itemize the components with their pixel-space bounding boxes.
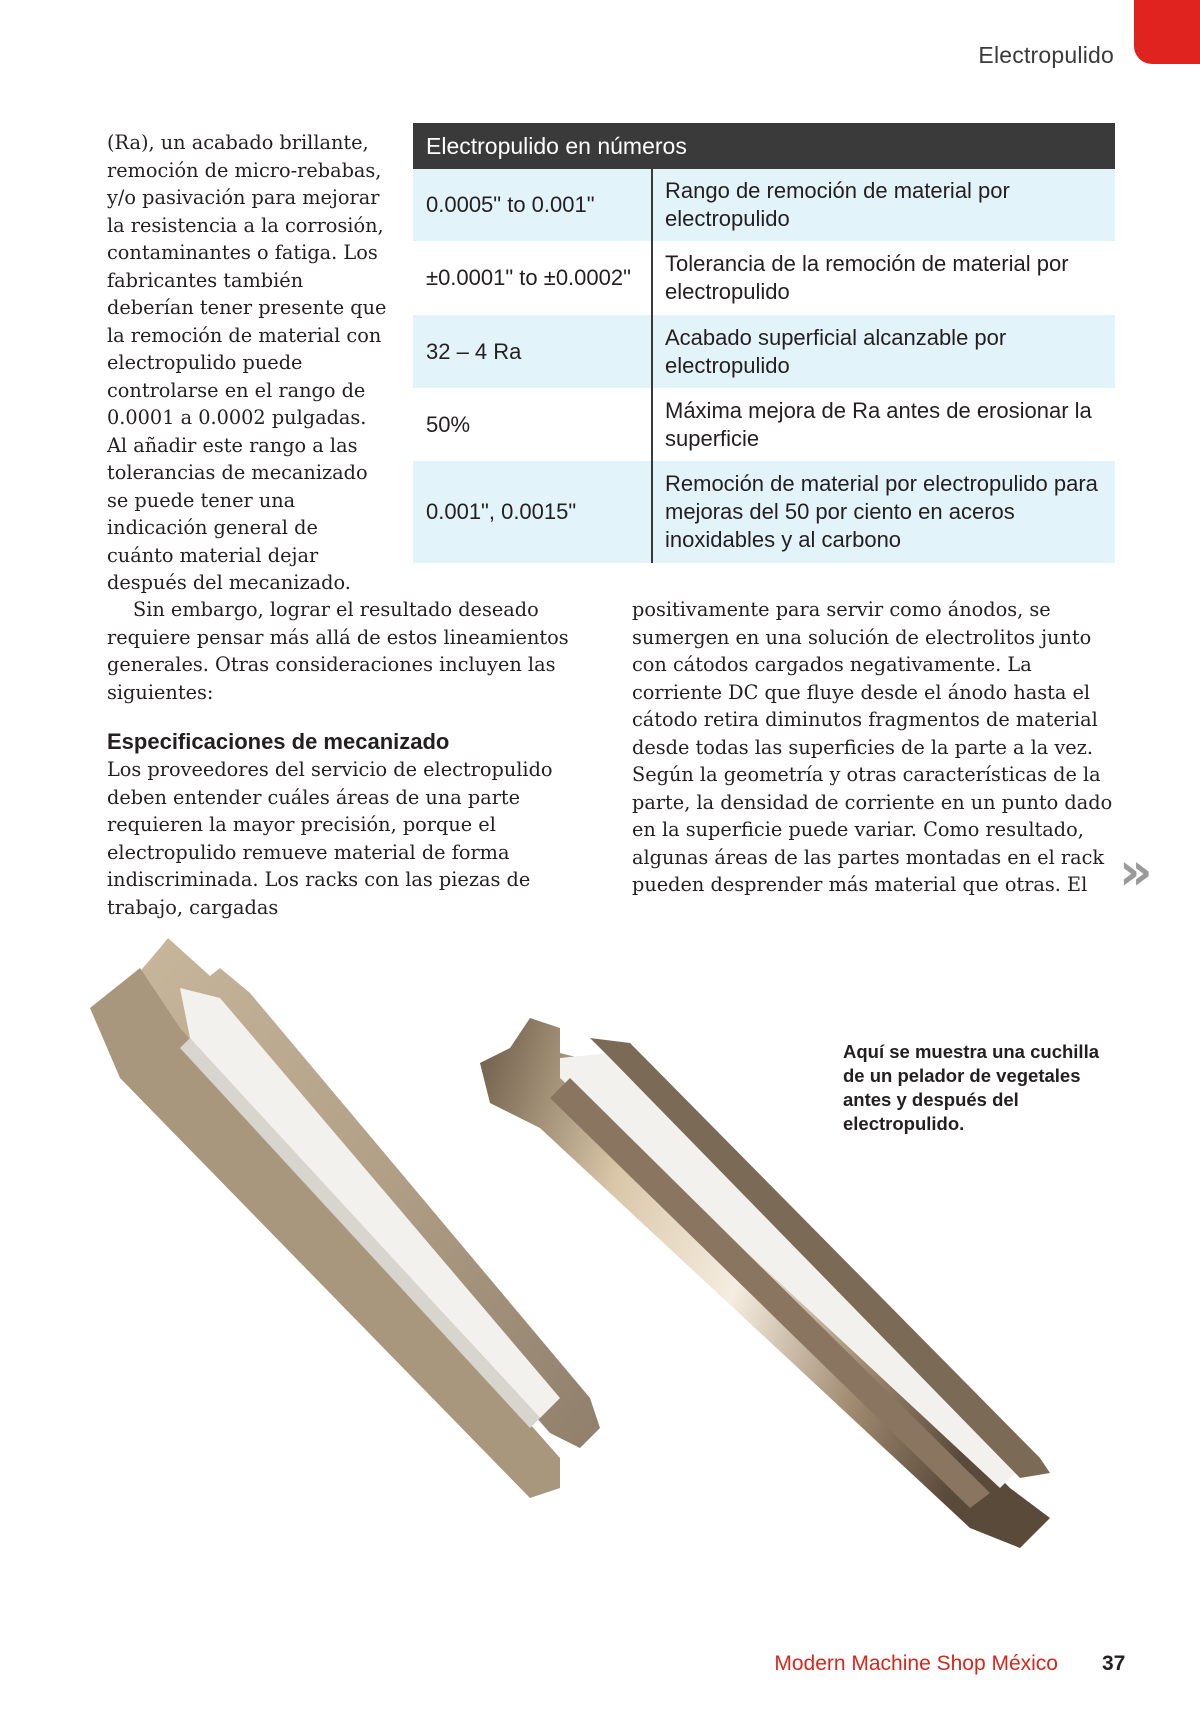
section-label: Electropulido bbox=[978, 42, 1114, 68]
section-tab bbox=[1134, 0, 1200, 64]
subheading: Especificaciones de mecanizado bbox=[107, 729, 450, 754]
photo-caption: Aquí se muestra una cuchilla de un pelador de vegetales antes y después del electropulido. bbox=[843, 1041, 1099, 1134]
table-row bbox=[413, 461, 1115, 563]
table-row bbox=[413, 169, 1115, 241]
row-value: 0.0005" to 0.001" bbox=[413, 169, 653, 241]
table-row bbox=[413, 315, 1115, 388]
row-value: 32 – 4 Ra bbox=[413, 315, 653, 388]
row-description: Rango de remoción de material por electropulido bbox=[665, 178, 1010, 231]
row-description: Máxima mejora de Ra antes de erosionar la superficie bbox=[665, 397, 1092, 451]
paragraph: Los proveedores del servicio de electropulido deben entender cuáles áreas de una parte requieren la mayor precisión, porque el electropulido remueve material de forma indiscriminada. Los racks con las piezas de trabajo, cargadas bbox=[107, 758, 553, 919]
next-page-icon: » bbox=[1119, 842, 1153, 902]
row-description: Acabado superficial alcanzable por electropulido bbox=[665, 324, 1007, 378]
row-description: Remoción de material por electropulido para mejoras del 50 por ciento en aceros inoxidables y al carbono bbox=[665, 471, 1098, 552]
paragraph: Sin embargo, lograr el resultado deseado requiere pensar más allá de estos lineamientos generales. Otras consideraciones incluyen las siguientes: bbox=[107, 598, 569, 704]
right-column-paragraph: positivamente para servir como ánodos, se sumergen en una solución de electrolitos junto con cátodos cargados negativamente. La corriente DC que fluye desde el ánodo hasta el cátodo retira diminutos fragmentos de material desde todas las superficies de la parte a la vez. Según la geometría y otras características de la parte, la densidad de corriente en un punto dado en la superficie puede variar. Como resultado, algunas áreas de las partes montadas en el rack pueden desprender más material que otras. El bbox=[632, 598, 1113, 896]
row-value: 50% bbox=[413, 388, 653, 461]
table-row bbox=[413, 388, 1115, 461]
blade-before-icon bbox=[90, 938, 600, 1498]
numbers-table bbox=[413, 123, 1115, 563]
row-description: Tolerancia de la remoción de material por electropulido bbox=[665, 251, 1069, 304]
row-value: 0.001", 0.0015" bbox=[413, 461, 653, 563]
numbers-table-title: Electropulido en números bbox=[413, 123, 1115, 169]
page-number: 37 bbox=[1102, 1652, 1126, 1675]
publication-name: Modern Machine Shop México bbox=[774, 1652, 1058, 1675]
left-column bbox=[107, 596, 589, 921]
peeler-blades-photo bbox=[90, 928, 1170, 1568]
intro-paragraph: (Ra), un acabado brillante, remoción de micro-rebabas, y/o pasivación para mejorar la resistencia a la corrosión, contaminantes o fatiga. Los fabricantes también deberían tener presente que la remoción de material con electropulido puede controlarse en el rango de 0.0001 a 0.0002 pulgadas. Al añadir este rango a las tolerancias de mecanizado se puede tener una indicación general de cuánto material dejar después del mecanizado. bbox=[107, 131, 387, 594]
table-row bbox=[413, 241, 1115, 315]
row-value: ±0.0001" to ±0.0002" bbox=[413, 241, 653, 315]
